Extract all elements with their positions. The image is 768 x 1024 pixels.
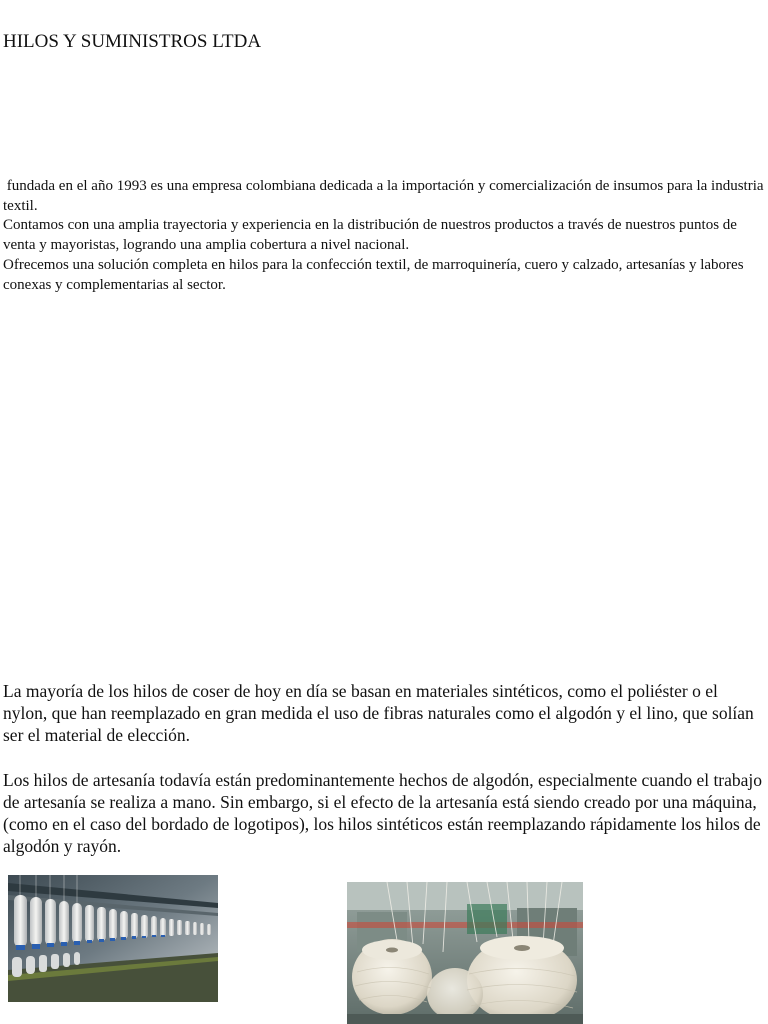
- article-section: [3, 680, 765, 857]
- cotton-spools-image: [347, 882, 583, 1024]
- spinning-machine-image: [8, 875, 218, 1002]
- article-paragraph: Los hilos de artesanía todavía están predominantemente hechos de algodón, especialmente cuando el trabajo de artesanía se realiza a mano. Sin embargo, si el efecto de la artesanía está siendo creado por una máquina, (como en el caso del bordado de logotipos), los hilos sintéticos están reemplazando rápidamente los hilos de algodón y rayón.: [3, 769, 763, 857]
- intro-paragraph: Ofrecemos una solución completa en hilos para la confección textil, de marroquinería, cuero y calzado, artesanías y labores conexas y complementarias al sector.: [3, 256, 744, 293]
- intro-section: [3, 177, 768, 295]
- article-paragraph: La mayoría de los hilos de coser de hoy en día se basan en materiales sintéticos, como el poliéster o el nylon, que han reemplazado en gran medida el uso de fibras naturales como el algodón y el lino, que solían ser el material de elección.: [3, 681, 754, 746]
- intro-paragraph: Contamos con una amplia trayectoria y experiencia en la distribución de nuestros productos a través de nuestros puntos de venta y mayoristas, logrando una amplia cobertura a nivel nacional.: [3, 217, 737, 254]
- spinning-machine-photo: [8, 875, 218, 1002]
- page-title: HILOS Y SUMINISTROS LTDA: [3, 31, 262, 52]
- cotton-spools-photo: [347, 882, 583, 1024]
- intro-paragraph: fundada en el año 1993 es una empresa colombiana dedicada a la importación y comercialización de insumos para la industria textil.: [3, 178, 768, 214]
